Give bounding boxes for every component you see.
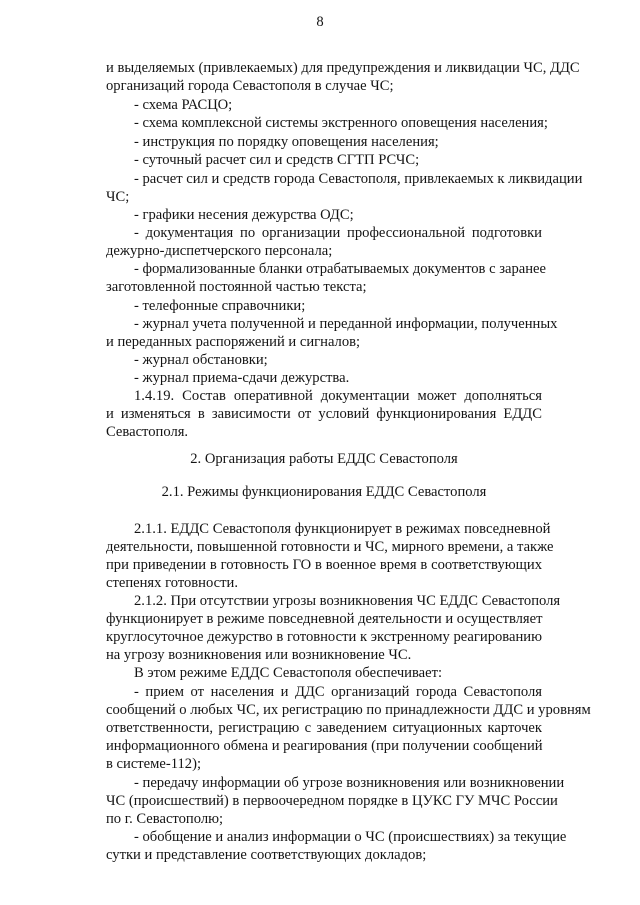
text-line: Севастополя.	[106, 424, 189, 440]
list-item: - схема комплексной системы экстренного оповещения населения;	[134, 115, 548, 131]
text-line: на угрозу возникновения или возникновение ЧС.	[106, 647, 412, 663]
text-line: ЧС;	[106, 189, 130, 205]
text-line: при приведении в готовность ГО в военное время в соответствующих	[106, 557, 542, 573]
text-line: и изменяться в зависимости от условий функционирования ЕДДС	[106, 406, 542, 422]
text-line: деятельности, повышенной готовности и ЧС, мирного времени, а также	[106, 539, 554, 555]
list-item: - прием от населения и ДДС организаций города Севастополя	[134, 684, 542, 700]
page-number: 8	[316, 14, 324, 30]
text-line: степенях готовности.	[106, 575, 238, 591]
paragraph-line: В этом режиме ЕДДС Севастополя обеспечивает:	[134, 665, 443, 681]
list-item: - схема РАСЦО;	[134, 97, 233, 113]
paragraph-line: 1.4.19. Состав оперативной документации может дополняться	[134, 388, 542, 404]
text-line: заготовленной постоянной частью текста;	[106, 279, 367, 295]
paragraph-line: 2.1.1. ЕДДС Севастополя функционирует в режимах повседневной	[134, 521, 551, 537]
text-line: сутки и представление соответствующих докладов;	[106, 847, 427, 863]
list-item: - графики несения дежурства ОДС;	[134, 207, 354, 223]
list-item: - журнал приема-сдачи дежурства.	[134, 370, 350, 386]
paragraph-line: 2.1.2. При отсутствии угрозы возникновения ЧС ЕДДС Севастополя	[134, 593, 561, 609]
list-item: - передачу информации об угрозе возникновения или возникновении	[134, 775, 565, 791]
list-item: - суточный расчет сил и средств СГТП РСЧС;	[134, 152, 420, 168]
text-line: в системе-112);	[106, 756, 201, 772]
list-item: - телефонные справочники;	[134, 298, 306, 314]
text-line: по г. Севастополю;	[106, 811, 224, 827]
list-item: - инструкция по порядку оповещения населения;	[134, 134, 439, 150]
text-line: ЧС (происшествий) в первоочередном порядке в ЦУКС ГУ МЧС России	[106, 793, 558, 809]
text-line: и переданных распоряжений и сигналов;	[106, 334, 361, 350]
text-line: и выделяемых (привлекаемых) для предупреждения и ликвидации ЧС, ДДС	[106, 60, 580, 76]
text-line: ответственности, регистрацию с заведением ситуационных карточек	[106, 720, 542, 736]
list-item: - расчет сил и средств города Севастополя, привлекаемых к ликвидации	[134, 171, 583, 187]
text-line: организаций города Севастополя в случае ЧС;	[106, 78, 394, 94]
text-line: информационного обмена и реагирования (при получении сообщений	[106, 738, 543, 754]
list-item: - журнал обстановки;	[134, 352, 268, 368]
text-line: функционирует в режиме повседневной деятельности и осуществляет	[106, 611, 543, 627]
text-line: круглосуточное дежурство в готовности к экстренному реагированию	[106, 629, 542, 645]
subsection-heading: 2.1. Режимы функционирования ЕДДС Севастополя	[161, 484, 487, 500]
list-item: - формализованные бланки отрабатываемых документов с заранее	[134, 261, 546, 277]
text-line: дежурно-диспетчерского персонала;	[106, 243, 333, 259]
list-item: - документация по организации профессиональной подготовки	[134, 225, 542, 241]
list-item: - обобщение и анализ информации о ЧС (происшествиях) за текущие	[134, 829, 567, 845]
list-item: - журнал учета полученной и переданной информации, полученных	[134, 316, 558, 332]
text-line: сообщений о любых ЧС, их регистрацию по принадлежности ДДС и уровням	[106, 702, 591, 718]
section-heading: 2. Организация работы ЕДДС Севастополя	[190, 451, 458, 467]
